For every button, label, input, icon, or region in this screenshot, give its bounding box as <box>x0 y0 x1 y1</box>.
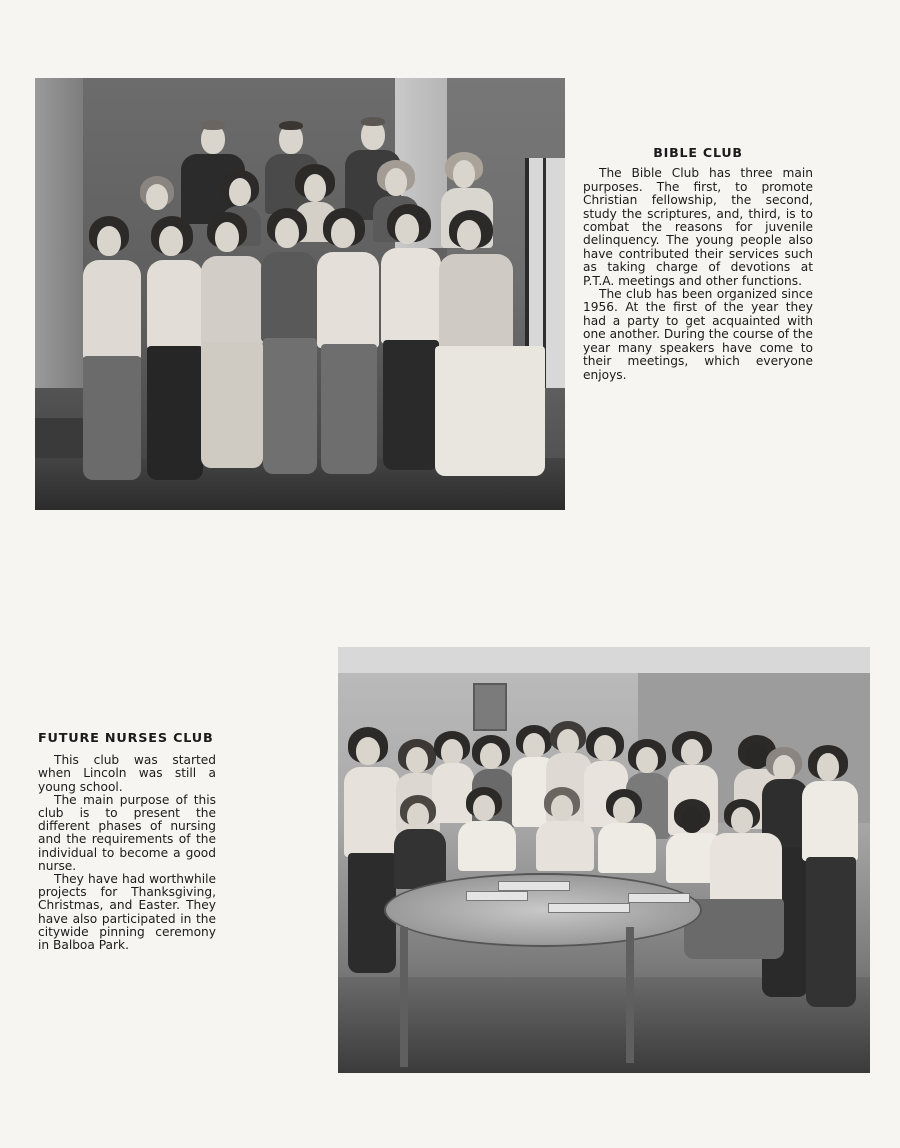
nurses-club-paragraph: They have had worthwhile projects for Thanksgiving, Christmas, and Easter. They have also participated in the citywide pinning ceremony in Balboa Park. <box>38 872 216 953</box>
table-leg <box>400 927 408 1067</box>
nurses-club-article <box>38 732 216 952</box>
photo-ceiling <box>338 647 870 673</box>
table-papers <box>466 891 528 901</box>
nurses-club-paragraph: The main purpose of this club is to present the different phases of nursing and the requirements of the individual to become a good nurse. <box>38 792 216 873</box>
bible-club-paragraph: The club has been organized since 1956. At the first of the year they had a party to get acquainted with one another. During the course of the year many speakers have come to their meetings, which everyone enjoys. <box>583 287 813 382</box>
nurses-club-paragraph: This club was started when Lincoln was still a young school. <box>38 753 216 794</box>
bible-club-paragraph: The Bible Club has three main purposes. The first, to promote Christian fellowship, the second, study the scriptures, and, third, is to combat the reasons for juvenile delinquency. The young people also have contributed their services such as taking charge of devotions at P.T.A. meetings and other functions. <box>583 166 813 288</box>
nurses-club-title: FUTURE NURSES CLUB <box>38 731 214 746</box>
nurses-club-photo <box>338 647 870 1073</box>
bible-club-title: BIBLE CLUB <box>653 145 743 160</box>
table-papers <box>548 903 630 913</box>
bible-club-article <box>583 146 813 382</box>
bible-club-photo <box>35 78 565 510</box>
table-leg <box>626 927 634 1063</box>
photo-wall-column <box>35 78 83 388</box>
table-papers <box>498 881 570 891</box>
table-papers <box>628 893 690 903</box>
photo-bulletin-board <box>473 683 507 731</box>
